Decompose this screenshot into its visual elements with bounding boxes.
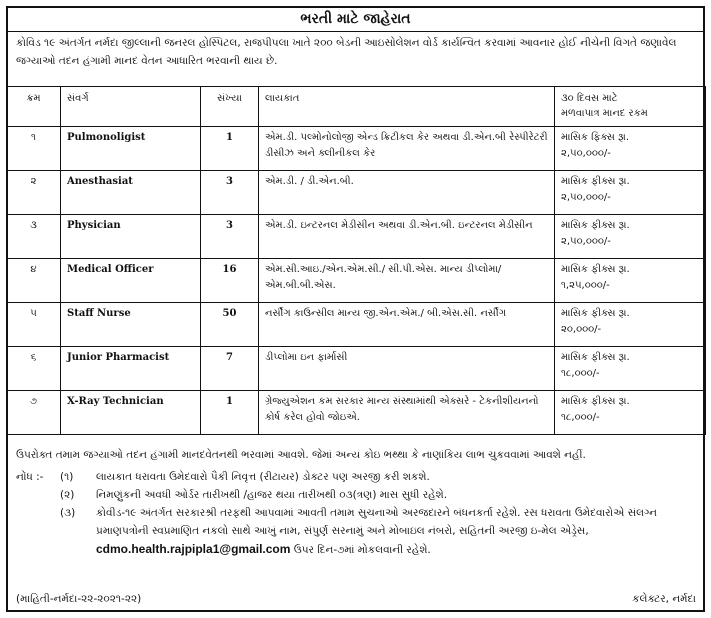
row-qualification: એમ.ડી. ઇન્ટરનલ મેડીસીન અથવા ડી.એન.બી. ઇન્ટરનલ મેડીસીન: [259, 215, 555, 259]
row-no: ૪: [7, 259, 61, 303]
row-pay-label: માસિક ફિક્સ રૂા.: [561, 132, 630, 143]
note-item: [16, 486, 696, 504]
posts-table: [6, 86, 706, 435]
row-no: ૭: [7, 391, 61, 435]
contact-email: cdmo.health.rajpipla1@gmail.com: [96, 542, 291, 556]
intro-paragraph: કોવિડ ૧૯ અંતર્ગત નર્મદા જીલ્લાની જનરલ હોસ્પિટલ, રાજપીપલા ખાતે ૨૦૦ બેડની આઇસોલેશન વોર્ડ કાર્યન્વિત કરવામાં આવનાર હોઈ નીચેની વિગતે જણાવેલ જગ્યાઓ તદન હંગામી માનદ વેતન આધારિત ભરવાની થાય છે.: [16, 37, 677, 67]
table-row: [7, 347, 706, 391]
row-pay-label: માસિક ફીક્સ રૂા.: [561, 352, 630, 363]
row-pay-amount: ૧૮,૦૦૦/-: [561, 368, 600, 379]
row-count: 3: [201, 215, 259, 259]
row-count: 1: [201, 127, 259, 171]
row-no: ૧: [7, 127, 61, 171]
note-number: (૧): [60, 471, 74, 483]
row-count: 16: [201, 259, 259, 303]
row-post: Staff Nurse: [61, 303, 201, 347]
table-row: [7, 215, 706, 259]
table-row: [7, 259, 706, 303]
reference-number: (માહિતી-નર્મદા-૨૨-૨૦૨૧-૨૨): [16, 593, 142, 605]
header-pay-line2: મળવાપાત્ર માનદ રકમ: [561, 108, 648, 119]
row-pay-amount: ૨,૫૦,૦૦૦/-: [561, 148, 611, 159]
row-post: Medical Officer: [61, 259, 201, 303]
notes-label-spacer: [16, 486, 60, 504]
note-number: (૩): [60, 507, 76, 519]
note-text-before: કોવીડ-૧૯ અંતર્ગત સરકારશ્રી તરફથી આપવામાં આવતી તમામ સુચનાઓ અરજદારને બંધનકર્તા રહેશે. રસ ધરાવતા ઉમેદવારોએ સંલગ્ન પ્રમાણપત્રોની સ્વપ્રમાણિત નકલો સાથે આખું નામ, સંપુર્ણ સરનામું અને મોબાઇલ નંબરો, સહિતની અરજી ઇ-મેલ એડ્રેસ,: [96, 507, 657, 537]
row-post: Physician: [61, 215, 201, 259]
header-pay-line1: ૩૦ દિવસ માટે: [561, 93, 618, 104]
row-pay-label: માસિક ફીક્સ રૂા.: [561, 220, 630, 231]
row-pay-amount: ૨૦,૦૦૦/-: [561, 324, 602, 335]
row-post: Junior Pharmacist: [61, 347, 201, 391]
row-post: X-Ray Technician: [61, 391, 201, 435]
row-pay-label: માસિક ફીક્સ રૂા.: [561, 176, 630, 187]
row-count: 1: [201, 391, 259, 435]
row-qualification: એમ.સી.આઇ./એન.એમ.સી./ સી.પી.એસ. માન્ય ડીપ્લોમા/એમ.બી.બી.એસ.: [259, 259, 555, 303]
row-pay: [555, 127, 706, 171]
signatory: કલેક્ટર, નર્મદા: [632, 593, 696, 605]
notes-label: નોંધ :-: [16, 471, 44, 483]
notes-label-spacer: [16, 504, 60, 559]
note-item: [16, 468, 696, 486]
row-pay: [555, 391, 706, 435]
row-no: ૬: [7, 347, 61, 391]
table-row: [7, 127, 706, 171]
row-pay-amount: ૨,૫૦,૦૦૦/-: [561, 192, 611, 203]
table-row: [7, 171, 706, 215]
row-pay-label: માસિક ફીક્સ રૂા.: [561, 308, 630, 319]
row-pay-amount: ૧,૨૫,૦૦૦/-: [561, 280, 610, 291]
row-pay-amount: ૧૮,૦૦૦/-: [561, 412, 600, 423]
bottom-line: [16, 590, 696, 608]
row-pay-label: માસિક ફીક્સ રૂા.: [561, 264, 630, 275]
row-pay-label: માસિક ફીક્સ રૂા.: [561, 396, 630, 407]
row-count: 7: [201, 347, 259, 391]
row-qualification: ડીપ્લોમા ઇન ફાર્માસી: [259, 347, 555, 391]
row-qualification: ગ્રેજ્યુએશન કમ સરકાર માન્ય સંસ્થામાંથી એક્સરે - ટેકનીશીયનનો કોર્ષ કરેલ હોવો જોઇએ.: [259, 391, 555, 435]
notes-section: [16, 468, 696, 559]
row-pay: [555, 303, 706, 347]
row-qualification: નર્સીંગ કાઉન્સીલ માન્ય જી.એન.એમ./ બી.એસ.સી. નર્સીંગ: [259, 303, 555, 347]
header-count: સંખ્યા: [201, 87, 259, 127]
note-text-after: ઉપર દિન-૭માં મોકલવાની રહેશે.: [293, 544, 431, 556]
header-post: સંવર્ગ: [61, 87, 201, 127]
header-pay: [555, 87, 706, 127]
header-qualification: લાયકાત: [259, 87, 555, 127]
row-qualification: એમ.ડી. પલ્મોનોલોજી એન્ડ ક્રિટીકલ કેર અથવા ડી.એન.બી રેસ્પીરેટરી ડીસીઝ અને ક્લીનીકલ કેર: [259, 127, 555, 171]
page-title: ભરતી માટે જાહેરાત: [6, 6, 705, 32]
note-item: [16, 504, 696, 559]
row-pay: [555, 259, 706, 303]
note-text: લાયકાત ધરાવતા ઉમેદવારો પૈકી નિવૃત્ત (રીટાયર) ડોક્ટર પણ અરજી કરી શકશે.: [96, 471, 430, 483]
header-no: ક્રમ: [7, 87, 61, 127]
table-header-row: [7, 87, 706, 127]
table-row: [7, 303, 706, 347]
row-pay: [555, 171, 706, 215]
row-no: ૫: [7, 303, 61, 347]
row-pay: [555, 347, 706, 391]
advertisement-page: [6, 6, 705, 612]
note-number: (૨): [60, 489, 75, 501]
row-count: 3: [201, 171, 259, 215]
row-post: Anesthasiat: [61, 171, 201, 215]
row-no: ૩: [7, 215, 61, 259]
footer-note: ઉપરોક્ત તમામ જગ્યાઓ તદન હંગામી માનદવેતનથી ભરવામાં આવશે. જેમાં અન્ય કોઇ ભથ્થા કે નાણાંકિય લાભ ચુકવવામાં આવશે નહીં.: [16, 449, 586, 461]
note-text: નિમણુંકની અવધી ઓર્ડર તારીખથી /હાજર થયા તારીખથી ૦૩(ત્રણ) માસ સુધી રહેશે.: [96, 489, 448, 501]
row-pay: [555, 215, 706, 259]
note-text: [96, 504, 696, 559]
row-pay-amount: ૨,૫૦,૦૦૦/-: [561, 236, 611, 247]
row-count: 50: [201, 303, 259, 347]
row-qualification: એમ.ડી. / ડી.એન.બી.: [259, 171, 555, 215]
row-post: Pulmonoligist: [61, 127, 201, 171]
table-row: [7, 391, 706, 435]
row-no: ૨: [7, 171, 61, 215]
